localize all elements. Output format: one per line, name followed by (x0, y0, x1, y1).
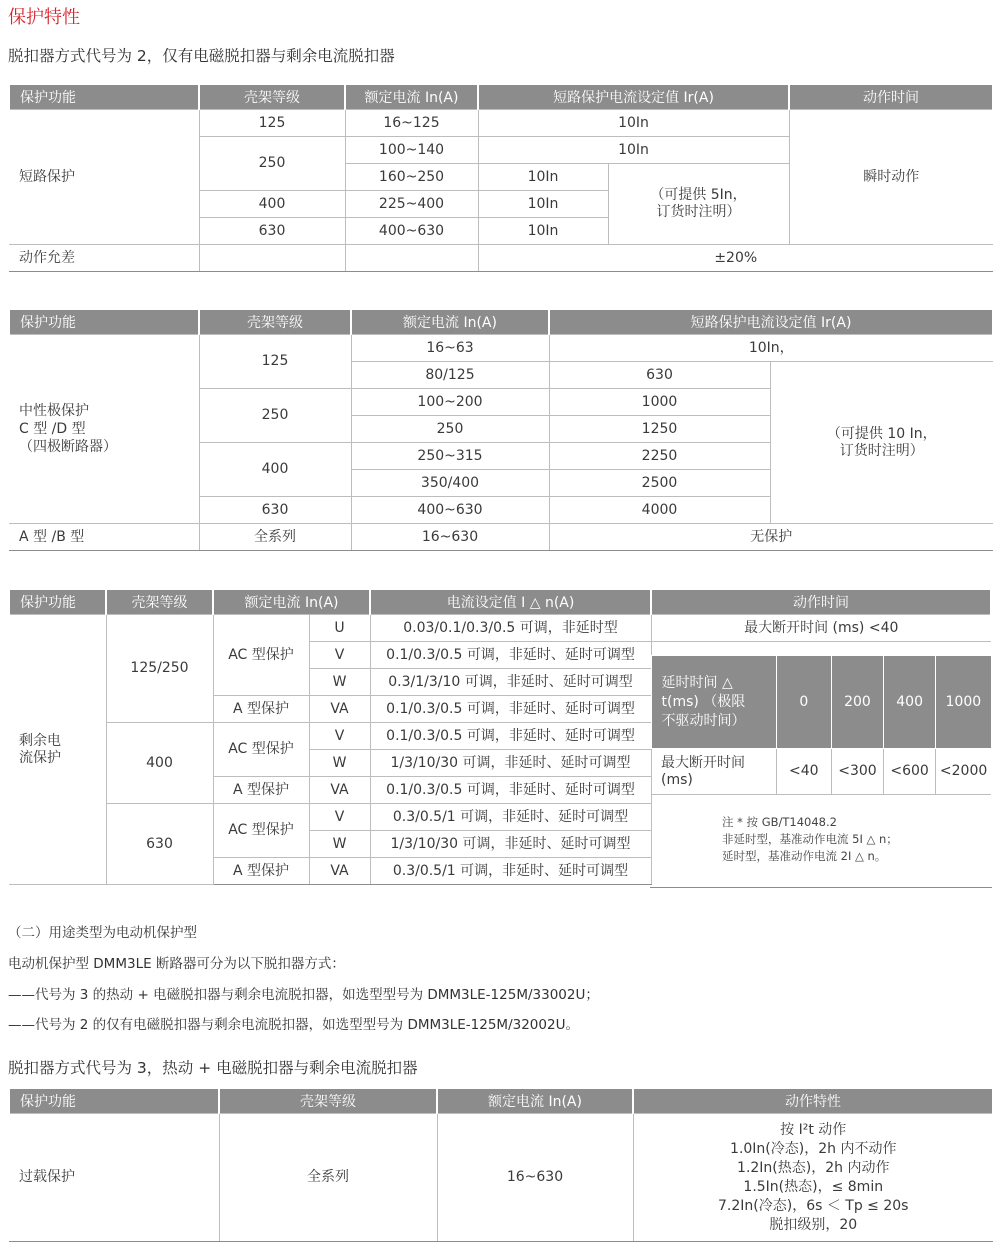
type-cell: V (309, 642, 370, 669)
max-label-cell: 最大断开时间 (ms) (651, 749, 776, 795)
type-group-cell: A 型保护 (213, 777, 309, 804)
function-cell: 剩余电流保护 (9, 615, 106, 885)
residual-current-table (8, 590, 652, 885)
setting-cell: 1/3/10/30 可调，非延时、延时可调型 (370, 831, 651, 858)
col-header: 额定电流 In(A) (351, 310, 549, 335)
type-group-cell: A 型保护 (213, 858, 309, 885)
characteristic-line: 1.0In(冷态)，2h 内不动作 (730, 1140, 897, 1157)
delay-value: 1000 (936, 656, 991, 749)
function-line: （四极断路器） (19, 439, 117, 455)
short-circuit-table (8, 85, 994, 272)
setting-cell: 0.1/0.3/0.5 可调，非延时、延时可调型 (370, 723, 651, 750)
col-header: 壳架等级 (199, 310, 351, 335)
setting-cell: 10In (478, 191, 608, 218)
function-cell: 过载保护 (9, 1114, 219, 1242)
setting-cell: 0.1/0.3/0.5 可调，非延时、延时可调型 (370, 777, 651, 804)
current-cell: 16~125 (345, 110, 478, 137)
current-cell: 16~630 (351, 524, 549, 551)
type-group-cell: AC 型保护 (213, 723, 309, 777)
frame-cell: 125 (199, 110, 345, 137)
max-value: <600 (884, 749, 936, 795)
col-header: 保护功能 (9, 1089, 219, 1114)
optional-note-cell: （可提供 5In，订货时注明） (608, 164, 789, 245)
frame-cell: 400 (199, 443, 351, 497)
characteristic-line: 1.5In(热态)，≤ 8min (743, 1178, 884, 1195)
setting-cell: 1250 (549, 416, 770, 443)
note-line: 延时型，基准动作电流 2I △ n。 (722, 849, 887, 863)
type-cell: V (309, 804, 370, 831)
delay-value: 200 (831, 656, 883, 749)
setting-cell: 1/3/10/30 可调，非延时、延时可调型 (370, 750, 651, 777)
ab-type-label: A 型 /B 型 (9, 524, 199, 551)
col-header: 动作时间 (651, 590, 991, 615)
function-line: C 型 /D 型 (19, 421, 86, 437)
section4-subtitle: 脱扣器方式代号为 3，热动 + 电磁脱扣器与剩余电流脱扣器 (8, 1059, 418, 1077)
col-header: 壳架等级 (219, 1089, 437, 1114)
type-cell: VA (309, 696, 370, 723)
setting-cell: 0.3/0.5/1 可调，非延时、延时可调型 (370, 804, 651, 831)
section1-subtitle: 脱扣器方式代号为 2，仅有电磁脱扣器与剩余电流脱扣器 (8, 47, 395, 65)
paragraph: 电动机保护型 DMM3LE 断路器可分为以下脱扣器方式： (8, 956, 345, 972)
tolerance-label: 动作允差 (9, 245, 199, 272)
col-header: 保护功能 (9, 310, 199, 335)
tolerance-value: ±20% (478, 245, 993, 272)
current-cell: 350/400 (351, 470, 549, 497)
setting-cell: 10In (478, 110, 789, 137)
note-line: 非延时型，基准动作电流 5I △ n； (722, 832, 898, 846)
characteristic-line: 7.2In(冷态)，6s ＜ Tp ≤ 20s (718, 1197, 909, 1214)
current-cell: 400~630 (351, 497, 549, 524)
setting-cell: 无保护 (549, 524, 993, 551)
frame-cell: 125/250 (106, 615, 213, 723)
frame-cell: 250 (199, 137, 345, 191)
current-cell: 250 (351, 416, 549, 443)
col-header: 额定电流 In(A) (437, 1089, 633, 1114)
max-value: <300 (831, 749, 883, 795)
characteristic-line: 1.2In(热态)，2h 内动作 (737, 1159, 890, 1176)
paragraph: ——代号为 3 的热动 + 电磁脱扣器与剩余电流脱扣器，如选型型号为 DMM3LE-125M/33002U； (8, 987, 599, 1003)
delay-value: 400 (884, 656, 936, 749)
frame-cell: 125 (199, 335, 351, 389)
current-cell: 225~400 (345, 191, 478, 218)
setting-cell: 1000 (549, 389, 770, 416)
col-header: 壳架等级 (199, 85, 345, 110)
type-cell: V (309, 723, 370, 750)
paragraph: （二）用途类型为电动机保护型 (8, 925, 197, 941)
setting-cell: 0.1/0.3/0.5 可调，非延时、延时可调型 (370, 642, 651, 669)
type-cell: W (309, 831, 370, 858)
characteristic-line: 脱扣级别，20 (769, 1216, 858, 1233)
overload-table (8, 1089, 994, 1242)
frame-cell: 630 (106, 804, 213, 885)
type-cell: W (309, 750, 370, 777)
paragraph: ——代号为 2 的仅有电磁脱扣器与剩余电流脱扣器，如选型型号为 DMM3LE-125M/32002U。 (8, 1017, 579, 1033)
max-value: <2000 (936, 749, 991, 795)
characteristic-line: 按 I²t 动作 (780, 1121, 847, 1138)
col-header: 额定电流 In(A) (213, 590, 370, 615)
max-value: <40 (776, 749, 831, 795)
delay-value: 0 (776, 656, 831, 749)
current-cell: 250~315 (351, 443, 549, 470)
current-cell: 160~250 (345, 164, 478, 191)
setting-cell: 2500 (549, 470, 770, 497)
neutral-pole-table (8, 310, 994, 551)
delay-label-cell: 延时时间 △ t(ms) （极限不驱动时间） (651, 656, 776, 749)
frame-cell: 全系列 (199, 524, 351, 551)
setting-cell: 10In (478, 218, 608, 245)
function-cell: 短路保护 (9, 110, 199, 245)
col-header: 短路保护电流设定值 Ir(A) (478, 85, 789, 110)
col-header: 动作特性 (633, 1089, 993, 1114)
frame-cell: 630 (199, 497, 351, 524)
max-time-cell: 最大断开时间 (ms) <40 (651, 615, 991, 642)
col-header: 壳架等级 (106, 590, 213, 615)
type-group-cell: A 型保护 (213, 696, 309, 723)
current-cell: 80/125 (351, 362, 549, 389)
type-cell: VA (309, 777, 370, 804)
setting-cell: 10In (478, 137, 789, 164)
type-group-cell: AC 型保护 (213, 804, 309, 858)
col-header: 电流设定值 I △ n(A) (370, 590, 651, 615)
col-header: 短路保护电流设定值 Ir(A) (549, 310, 993, 335)
action-time-table (650, 590, 992, 795)
setting-cell: 4000 (549, 497, 770, 524)
page-title: 保护特性 (8, 7, 80, 28)
frame-cell: 630 (199, 218, 345, 245)
function-cell (9, 335, 199, 524)
type-cell: W (309, 669, 370, 696)
col-header: 动作时间 (789, 85, 993, 110)
current-cell: 400~630 (345, 218, 478, 245)
type-group-cell: AC 型保护 (213, 615, 309, 696)
setting-cell: 2250 (549, 443, 770, 470)
setting-cell: 630 (549, 362, 770, 389)
function-line: 中性极保护 (19, 403, 89, 419)
standard-note (722, 814, 898, 865)
col-header: 保护功能 (9, 85, 199, 110)
frame-cell: 400 (199, 191, 345, 218)
setting-cell: 0.03/0.1/0.3/0.5 可调，非延时型 (370, 615, 651, 642)
col-header: 保护功能 (9, 590, 106, 615)
setting-cell: 10In (478, 164, 608, 191)
frame-cell: 250 (199, 389, 351, 443)
setting-cell: 0.1/0.3/0.5 可调，非延时、延时可调型 (370, 696, 651, 723)
setting-cell: 0.3/0.5/1 可调，非延时、延时可调型 (370, 858, 651, 885)
characteristic-cell (633, 1114, 993, 1242)
frame-cell: 400 (106, 723, 213, 804)
col-header: 额定电流 In(A) (345, 85, 478, 110)
divider (650, 887, 992, 888)
setting-cell: 10In， (549, 335, 993, 362)
current-cell: 16~630 (437, 1114, 633, 1242)
note-line: 注 * 按 GB/T14048.2 (722, 815, 837, 829)
setting-cell: 0.3/1/3/10 可调，非延时、延时可调型 (370, 669, 651, 696)
time-cell: 瞬时动作 (789, 110, 993, 245)
current-cell: 100~140 (345, 137, 478, 164)
current-cell: 100~200 (351, 389, 549, 416)
current-cell: 16~63 (351, 335, 549, 362)
type-cell: VA (309, 858, 370, 885)
type-cell: U (309, 615, 370, 642)
optional-note-cell: （可提供 10 In，订货时注明） (770, 362, 993, 524)
frame-cell: 全系列 (219, 1114, 437, 1242)
